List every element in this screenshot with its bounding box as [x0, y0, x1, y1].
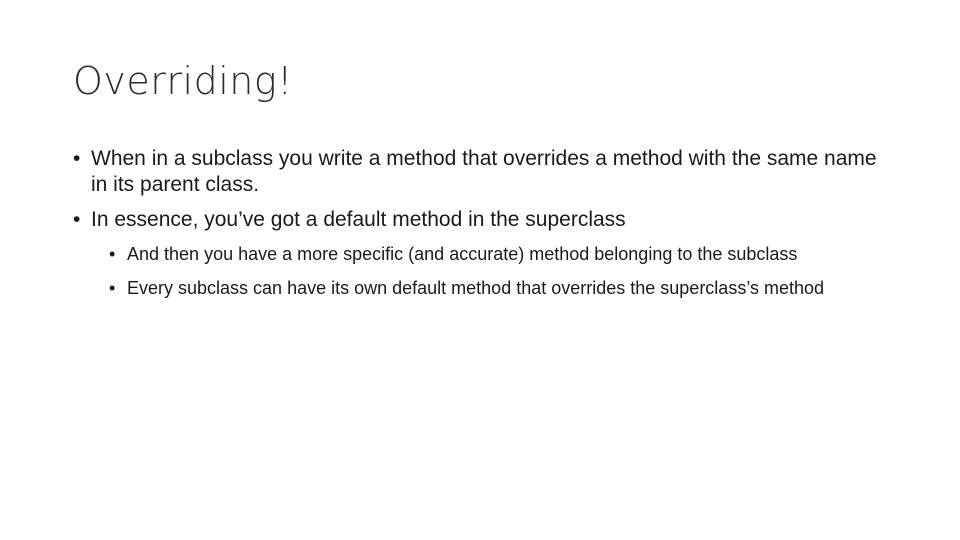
sub-bullet-list — [91, 243, 893, 300]
sub-bullet-item-own-default — [91, 277, 893, 300]
bullet-icon: • — [73, 147, 81, 170]
bullet-list — [73, 146, 893, 300]
bullet-item-default-method — [73, 207, 893, 300]
sub-bullet-text: And then you have a more specific (and accurate) method belonging to the subclass — [127, 244, 798, 264]
bullet-text: When in a subclass you write a method that overrides a method with the same name in its parent class. — [91, 147, 877, 196]
slide-title: Overriding! — [73, 59, 293, 103]
bullet-text: In essence, you’ve got a default method in the superclass — [91, 208, 626, 231]
sub-bullet-text: Every subclass can have its own default method that overrides the superclass’s method — [127, 278, 825, 298]
sub-bullet-item-specific-method — [91, 243, 893, 266]
bullet-item-subclass-override — [73, 146, 893, 198]
bullet-icon: • — [109, 278, 116, 298]
bullet-icon: • — [109, 244, 116, 264]
bullet-icon: • — [73, 208, 81, 231]
slide-body — [73, 146, 893, 311]
